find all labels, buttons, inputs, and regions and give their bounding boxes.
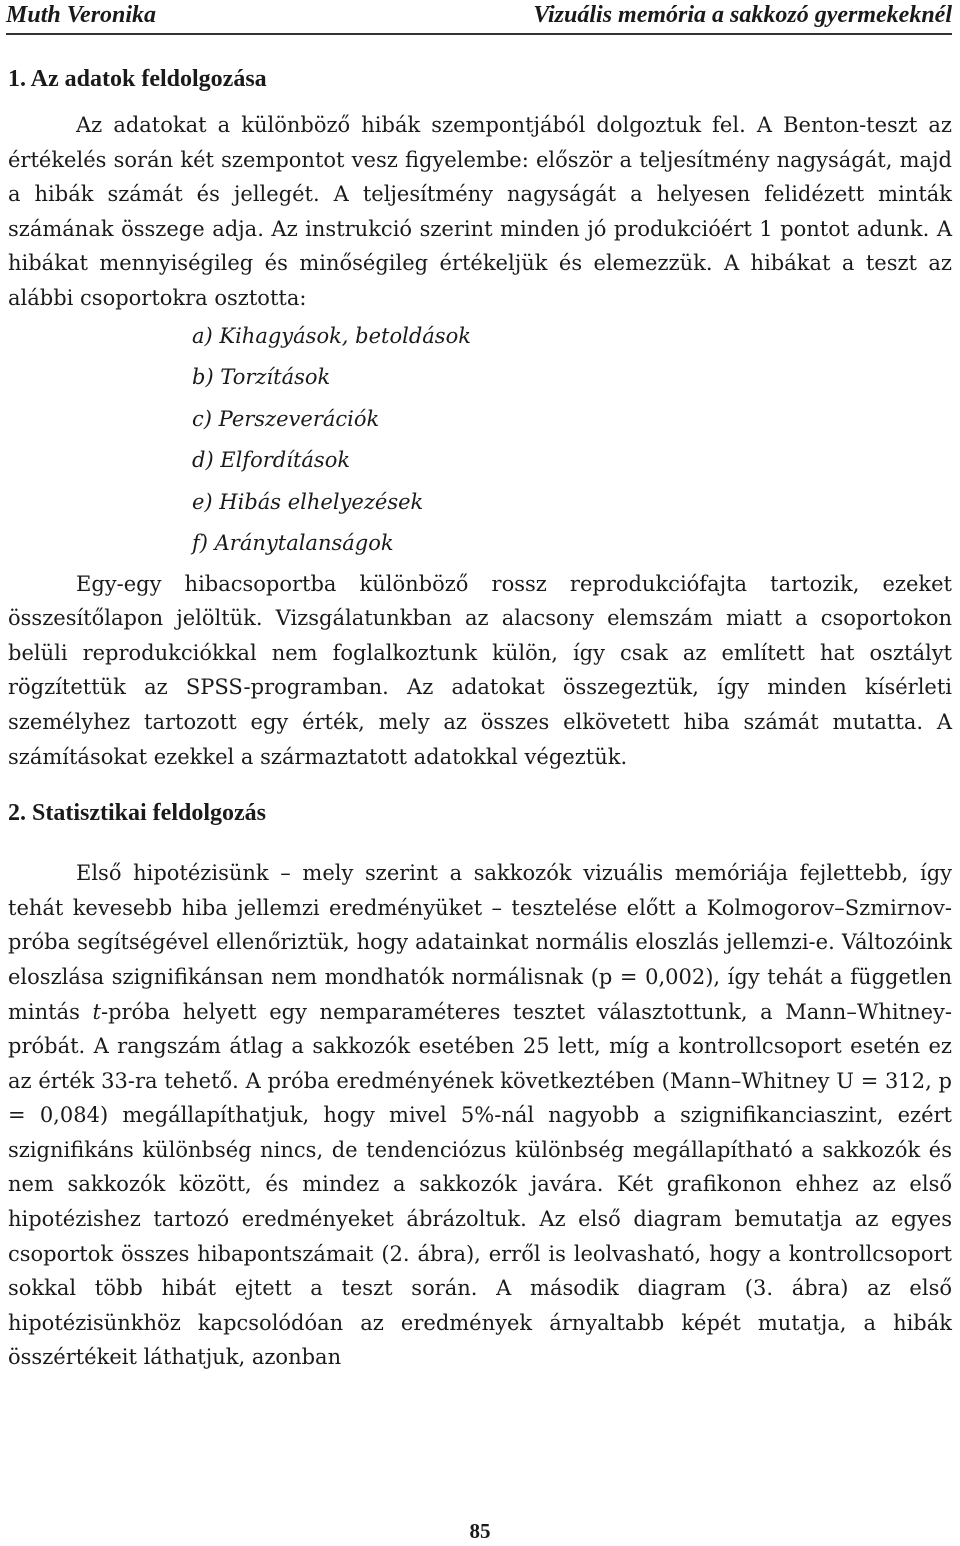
error-type-item: f) Aránytalanságok [192,531,394,556]
error-type-item: d) Elfordítások [192,448,351,473]
error-type-item: e) Hibás elhelyezések [192,489,424,514]
error-type-item: b) Torzítások [192,365,331,390]
section-2-paragraph-1-part-b: -próba helyett egy nemparaméteres tesztet választottunk, a Mann–Whitney-próbát. A rangszám átlag a sakkozók esetében 25 lett, míg a kontrollcsoport esetén ez az érték 33-ra tehető. A próba eredményének következtében (Mann–Whitney U = 312, p = 0,084) megállapíthatjuk, hogy mivel 5%-nál nagyobb a szignifikanciaszint, ezért szignifikáns különbség nincs, de tendenciózus különbség megállapítható a sakkozók és nem sakkozók között, és mindez a sakkozók javára. Két grafikonon ehhez az első hipotézishez tartozó eredményeket ábrázoltuk. Az első diagram bemutatja az egyes csoportok összes hibapontszámait (2. ábra), erről is leolvasható, hogy a kontrollcsoport sokkal több hibát ejtett a teszt során. A második diagram (3. ábra) az első hipotézisünkhöz kapcsolódóan az eredmények árnyaltabb képét mutatja, a hibák összértékeit láthatjuk, azonban [8,999,952,1370]
error-type-item: a) Kihagyások, betoldások [192,323,471,348]
header-author: Muth Veronika [6,2,157,28]
section-2-heading: 2. Statisztikai feldolgozás [8,800,266,827]
error-type-list [8,316,952,565]
header-title: Vizuális memória a sakkozó gyermekeknél [533,2,952,28]
page-number: 85 [469,1519,491,1543]
section-2-paragraph-1-part-a: Első hipotézisünk – mely szerint a sakkozók vizuális memóriája fejlettebb, így tehát kevesebb hiba jellemzi eredményüket – tesztelése előtt a Kolmogorov–Szmirnov-próba segítségével ellenőriztük, hogy adatainkat normális eloszlás jellemzi-e. Változóink eloszlása szignifikánsan nem mondhatók normálisnak (p = 0,002), így tehát a független mintás [8,861,952,1024]
t-test-symbol: t [92,999,101,1024]
error-type-item: c) Perszeverációk [192,406,380,431]
section-1-heading: 1. Az adatok feldolgozása [8,66,267,92]
section-1-paragraph-2: Egy-egy hibacsoportba különböző rossz reprodukciófajta tartozik, ezeket összesítőlapon jelöltük. Vizsgálatunkban az alacsony elemszám miatt a csoportokon belüli reprodukciókkal nem foglalkoztunk külön, így csak az említett hat osztályt rögzítettük az SPSS-programban. Az adatokat összegeztük, így minden kísérleti személyhez tartozott egy érték, mely az összes elkövetett hiba számát mutatta. A számításokat ezekkel a származtatott adatokkal végeztük. [8,571,952,769]
section-1-paragraph-1: Az adatokat a különböző hibák szempontjából dolgoztuk fel. A Benton-teszt az értékelés során két szempontot vesz figyelembe: először a teljesítmény nagyságát, majd a hibák számát és jellegét. A teljesítmény nagyságát a helyesen felidézett minták számának összege adja. Az instrukció szerint minden jó produkcióért 1 pontot adunk. A hibákat mennyiségileg és minőségileg értékeljük és elemezzük. A hibákat a teszt az alábbi csoportokra osztotta: [8,113,952,310]
page-content [8,62,952,1375]
page-header [6,0,952,35]
section-2-paragraph-1 [8,856,952,1375]
